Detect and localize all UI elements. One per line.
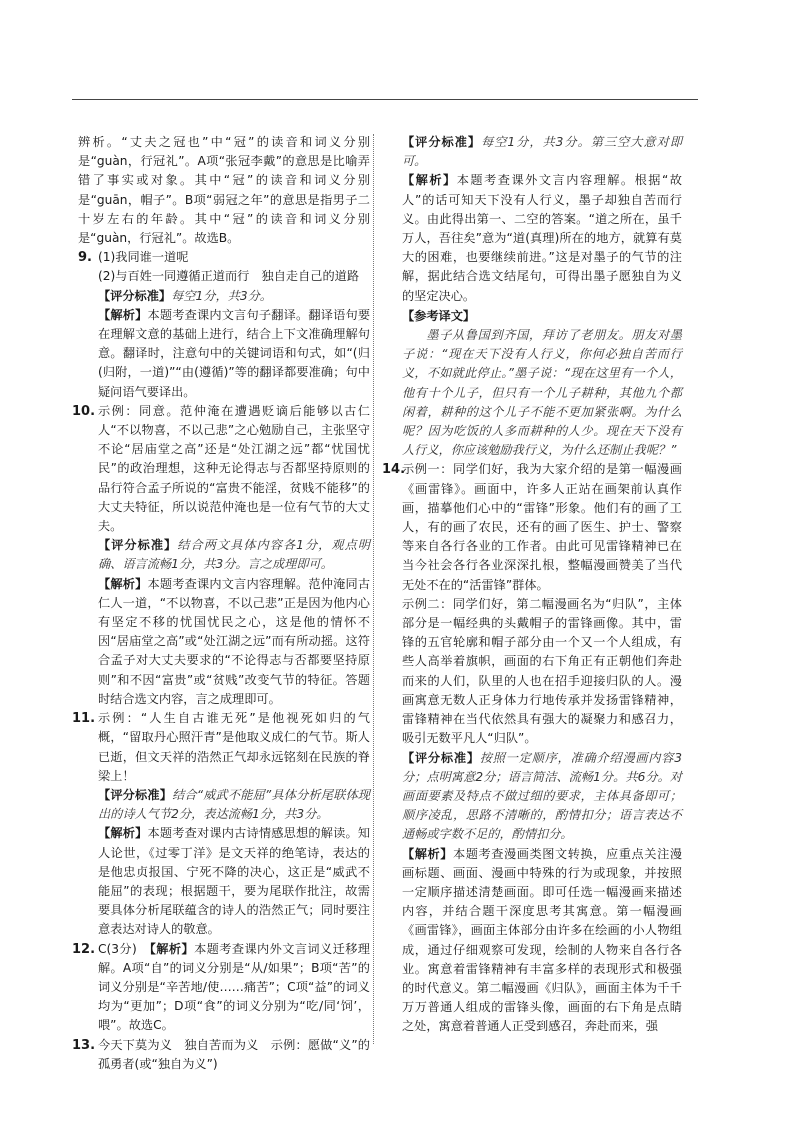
analysis-text: 本题考查课内文言内容理解。范仲淹同古仁人一道，“不以物喜，不以己悲”正是因为他内心有坚定不移的忧国忧民之心，这是他的情怀不因“居庙堂之高”或“处江湖之远”而有所动摇。这符合孟子对大丈夫要求的“不论得志与否都要坚持原则”和不因“富贵”或“贫贱”改变气节的特征。答题时结合选文内容，言之成理即可。	[98, 576, 371, 706]
analysis-text: 本题考查课内文言句子翻译。翻译语句要在理解文意的基础上进行，结合上下文准确理解句意。翻译时，注意句中的关键词语和句式，如“(归(归附，一道)”“由(遵循)”等的翻译都要准确；句中疑问语气要译出。	[98, 307, 371, 399]
scoring-standard: 按照一定顺序，准确介绍漫画内容3分；点明寓意2分；语言简洁、流畅1分。共6分。对画面要素及特点不做过细的要求，主体具备即可；顺序凌乱，思路不清晰的，酌情扣分；语言表达不通畅或字数不足的，酌情扣分。	[402, 750, 682, 842]
answer-text: 示例：同意。范仲淹在遭遇贬谪后能够以古仁人“不以物喜，不以己悲”之心勉励自己，主张坚守不论“居庙堂之高”还是“处江湖之远”都“忧国忧民”的政治理想，这种无论得志与否都坚持原则的品行符合孟子所说的“富贵不能淫，贫贱不能移”的大丈夫特征，所以说范仲淹也是一位有气节的大丈夫。	[98, 403, 370, 534]
answer-text: 示例：“人生自古谁无死”是他视死如归的气概，“留取丹心照汗青”是他取义成仁的气节。斯人已逝，但文天祥的浩然正气却永远铭刻在民族的脊梁上！	[98, 711, 370, 783]
example-one: 示例一：同学们好，我为大家介绍的是第一幅漫画《画雷锋》。画面中，许多人正站在画架前认真作画，描摹他们心中的“雷锋”形象。他们有的画了工人，有的画了农民，还有的画了医生、护士、警察等来自各行各业的工作者。由此可见雷锋精神已在当今社会各行各业深深扎根，整幅漫画赞美了当代无处不在的“活雷锋”群体。	[402, 462, 682, 592]
analysis-tag: 【解析】	[98, 826, 148, 841]
header-rule	[72, 99, 698, 100]
question-number: 11.	[72, 711, 96, 727]
question-number: 14.	[382, 462, 406, 478]
answer-11	[72, 709, 371, 939]
answer-line: (2)与百姓一同遵循正道而行 独自走自己的道路	[98, 269, 360, 284]
answer-10	[72, 402, 371, 709]
answer-9	[78, 248, 370, 402]
analysis-text: 本题考查对课内古诗情感思想的解读。知人论世，《过零丁洋》是文天祥的绝笔诗，表达的是他忠贞报国、宁死不降的决心，这正是“威武不能屈”的表现；根据题干，要为尾联作批注，故需要具体分析尾联蕴含的诗人的浩然正气；同时要注意表达对诗人的敬意。	[98, 826, 371, 937]
answer-text: C(3分)	[98, 941, 150, 956]
left-column	[72, 133, 371, 1074]
translation-title: 【参考译文】	[402, 308, 476, 323]
answer-13	[72, 1036, 370, 1074]
analysis-tag: 【解析】	[402, 846, 454, 861]
analysis-text: 本题考查课外文言内容理解。根据“故人”的话可知天下没有人行义，墨子却独自苦而行义。由此得出第一、二空的答案。“道之所在，虽千万人，吾往矣”意为“道(真理)所在的地方，就算有莫大的困难，也要继续前进。”这是对墨子的气节的注解，据此结合选文结尾句，可得出墨子愿独自为义的坚定决心。	[402, 173, 682, 303]
scoring-tag: 【评分标准】	[402, 750, 480, 765]
answer-text: 今天下莫为义 独自苦而为义 示例：愿做“义”的孤勇者(或“独自为义”)	[98, 1037, 370, 1071]
question-number: 13.	[72, 1037, 96, 1053]
scoring-tag: 【评分标准】	[98, 288, 172, 303]
translation-text: 墨子从鲁国到齐国，拜访了老朋友。朋友对墨子说：“现在天下没有人行义，你何必独自苦而行义，不如就此停止。”墨子说：“现在这里有一个人，他有十个儿子，但只有一个儿子耕种，其他九个都闲着，耕种的这个儿子不能不更加紧张啊。为什么呢？因为吃饭的人多而耕种的人少。现在天下没有人行义，你应该勉励我行义，为什么还制止我呢？”	[402, 328, 682, 458]
scoring-standard: 结合“威武不能屈”具体分析尾联体现出的诗人气节2分，表达流畅1分，共3分。	[98, 787, 370, 822]
right-column	[382, 133, 682, 1037]
answer-12	[72, 940, 370, 1036]
scoring-tag: 【评分标准】	[98, 787, 173, 802]
scoring-tag: 【评分标准】	[402, 135, 482, 149]
scoring-standard: 每空1分，共3分。	[171, 288, 272, 303]
answer-line: (1)我同谁一道呢	[98, 250, 189, 265]
question-number: 12.	[72, 941, 96, 957]
scoring-standard: 结合两文具体内容各1分，观点明确、语言流畅1分，共3分。言之成理即可。	[98, 538, 370, 572]
analysis-text: 本题考查漫画类图文转换，应重点关注漫画标题、画面、漫画中特殊的行为或现象，并按照一定顺序描述清楚画面。即可任选一幅漫画来描述内容，并结合题干深度思考其寓意。第一幅漫画《画雷锋》，画面主体部分由许多在绘画的小人物组成，通过仔细观察可发现，绘制的人物来自各行各业。寓意着雷锋精神有丰富多样的表现形式和极强的时代意义。第二幅漫画《归队》，画面主体为千千万万普通人组成的雷锋头像，画面的右下角是点睛之处，寓意着普通人正受到感召，奔赴而来，强	[402, 846, 683, 1034]
question-number: 10.	[72, 403, 96, 419]
answer-14	[382, 460, 682, 1036]
analysis-tag: 【解析】	[98, 576, 148, 591]
analysis-tag: 【解析】	[98, 307, 148, 322]
scoring-tag: 【评分标准】	[98, 538, 178, 553]
analysis-tag: 【解析】	[402, 173, 457, 188]
answer-8-continuation: 辨析。“丈夫之冠也”中“冠”的读音和词义分别是“guàn，行冠礼”。A项“张冠李戴”的意思是比喻弄错了事实或对象。其中“冠”的读音和词义分别是“guān，帽子”。B项“弱冠之年”的意思是指男子二十岁左右的年龄。其中“冠”的读音和词义分别是“guàn，行冠礼”。故选B。	[78, 135, 370, 246]
scoring-standard: 每空1分，共3分。第三空大意对即可。	[402, 135, 683, 169]
analysis-tag: 【解析】	[149, 941, 195, 956]
analysis-text: 本题考查课内外文言词义迁移理解。A项“自”的词义分别是“从/如果”；B项“苦”的词义分别是“辛苦地/使……痛苦”；C项“益”的词义均为“更加”；D项“食”的词义分别为“吃/同‘饲’，喂”。故选C。	[98, 941, 370, 1033]
example-two: 示例二：同学们好，第二幅漫画名为“归队”，主体部分是一幅经典的头戴帽子的雷锋画像。其中，雷锋的五官轮廓和帽子部分由一个又一个人组成，有些人高举着旗帜，画面的右下角正有正朝他们奔赴而来的人们，队里的人也在招手迎接归队的人。漫画寓意无数人正身体力行地传承并发扬雷锋精神，雷锋精神在当代依然具有强大的凝聚力和感召力，吸引无数平凡人“归队”。	[402, 596, 682, 746]
column-divider	[373, 134, 374, 1044]
question-number: 9.	[78, 250, 92, 266]
